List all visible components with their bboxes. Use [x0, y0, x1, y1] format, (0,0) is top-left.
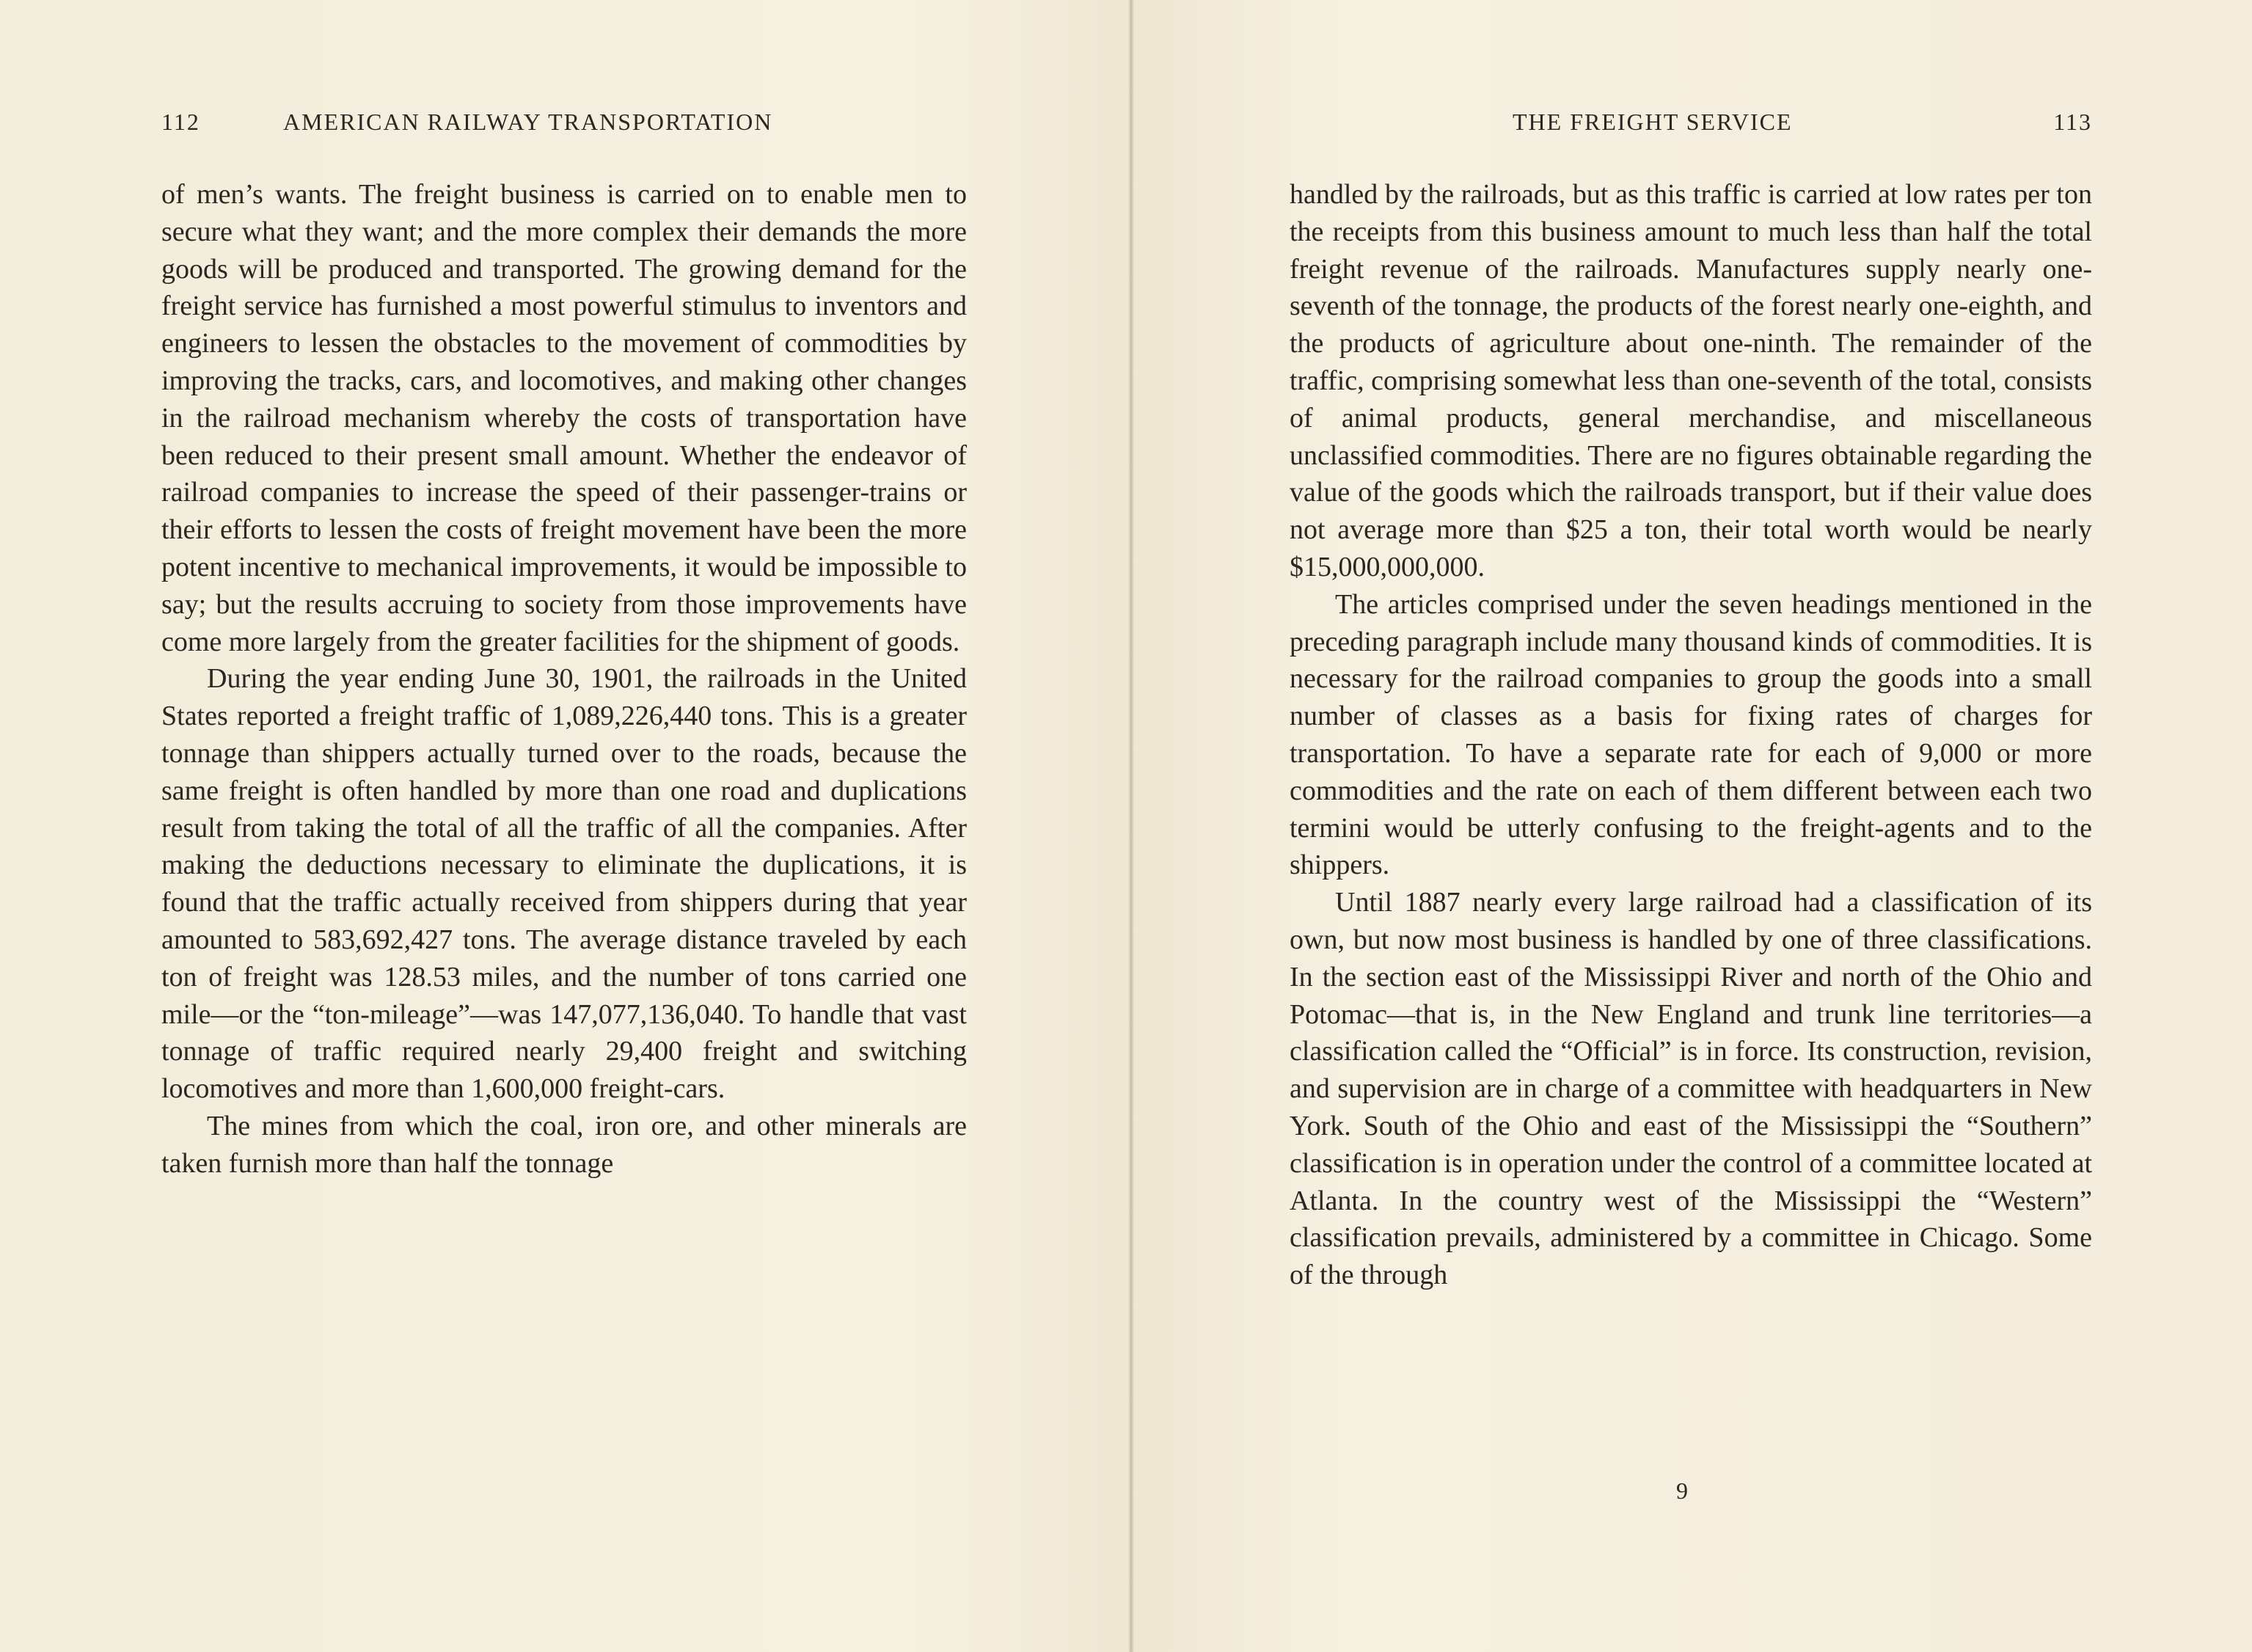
signature-mark: 9	[1676, 1477, 1688, 1504]
book-gutter	[1128, 0, 1134, 1652]
left-paragraph-3: The mines from which the coal, iron ore, and other minerals are taken furnish more than half the tonnage	[161, 1110, 967, 1179]
right-body-text	[1290, 176, 2092, 1294]
right-paragraph-2: The articles comprised under the seven headings mentioned in the preceding paragraph include many thousand kinds of commodities. It is necessary for the railroad companies to group the goods into a small number of classes as a basis for fixing rates of charges for transportation. To have a separate rate for each of 9,000 or more commodities and the rate on each of them different between each two termini would be utterly confusing to the freight-agents and to the shippers.	[1290, 588, 2092, 881]
right-page-number: 113	[2053, 109, 2092, 135]
left-page-number: 112	[161, 109, 200, 135]
left-body-text	[161, 176, 967, 1183]
right-paragraph-3: Until 1887 nearly every large railroad had a classification of its own, but now most business is handled by one of three classifications. In the section east of the Mississippi River and north of the Ohio and Potomac—that is, in the New England and trunk line territories—a classification called the “Official” is in force. Its construction, revision, and supervision are in charge of a committee with headquarters in New York. South of the Ohio and east of the Mississippi the “Southern” classification is in operation under the control of a committee located at Atlanta. In the country west of the Mississippi the “Western” classification prevails, administered by a committee in Chicago. Some of the through	[1290, 887, 2092, 1291]
right-running-title: THE FREIGHT SERVICE	[1513, 109, 1793, 135]
left-paragraph-1: of men’s wants. The freight business is carried on to enable men to secure what they want; and the more complex their demands the more goods will be produced and transported. The growing demand for the freight service has furnished a most powerful stimulus to inventors and engineers to lessen the obstacles to the movement of commodities by improving the tracks, cars, and locomotives, and making other changes in the railroad mechanism whereby the costs of transportation have been reduced to their present small amount. Whether the endeavor of railroad companies to increase the speed of their passenger-trains or their efforts to lessen the costs of freight movement have been the more potent incentive to mechanical improvements, it would be impossible to say; but the results accruing to society from those improvements have come more largely from the greater facilities for the shipment of goods.	[161, 179, 967, 657]
left-paragraph-2: During the year ending June 30, 1901, the railroads in the United States reported a freight traffic of 1,089,226,440 tons. This is a greater tonnage than shippers actually turned over to the roads, because the same freight is often handled by more than one road and duplications result from taking the total of all the traffic of all the companies. After making the deductions necessary to eliminate the duplications, it is found that the traffic actually received from shippers during that year amounted to 583,692,427 tons. The average distance traveled by each ton of freight was 128.53 miles, and the number of tons carried one mile—or the “ton-mileage”—was 147,077,136,040. To handle that vast tonnage of traffic required nearly 29,400 freight and switching locomotives and more than 1,600,000 freight-cars.	[161, 663, 967, 1105]
right-paragraph-1: handled by the railroads, but as this traffic is carried at low rates per ton the receipts from this business amount to much less than half the total freight revenue of the railroads. Manufactures supply nearly one-seventh of the tonnage, the products of the forest nearly one-eighth, and the products of agriculture about one-ninth. The remainder of the traffic, comprising somewhat less than one-seventh of the total, consists of animal products, general merchandise, and miscellaneous unclassified commodities. There are no figures obtainable regarding the value of the goods which the railroads transport, but if their value does not average more than $25 a ton, their total worth would be nearly $15,000,000,000.	[1290, 179, 2092, 582]
left-running-title: AMERICAN RAILWAY TRANSPORTATION	[283, 109, 773, 135]
right-page	[1134, 0, 2252, 1652]
